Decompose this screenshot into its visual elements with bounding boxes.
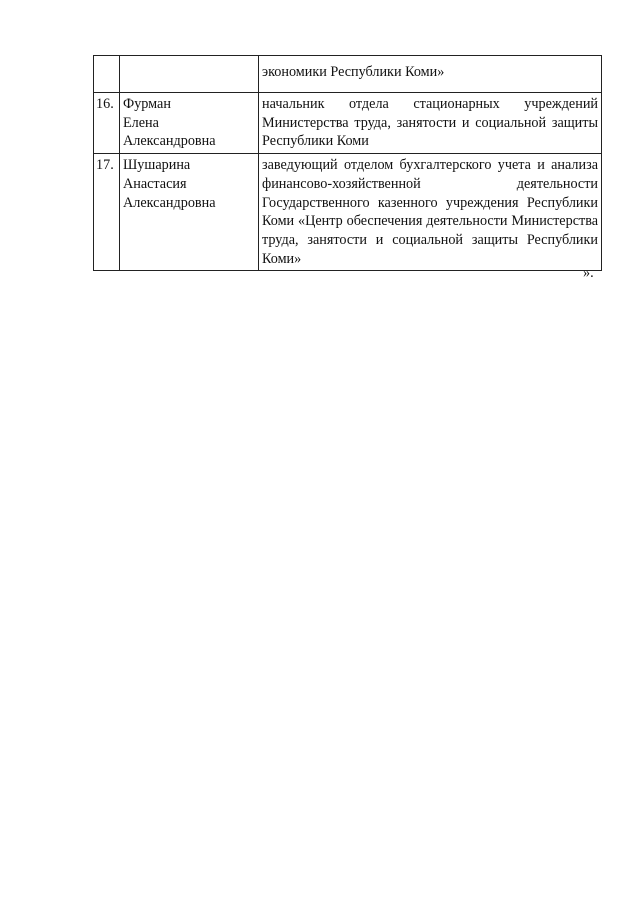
first-name: Анастасия (123, 175, 187, 192)
table-row (94, 93, 602, 154)
person-position (259, 56, 602, 93)
surname: Фурман (123, 96, 171, 112)
table-row (94, 56, 602, 93)
patronymic: Александровна (123, 133, 216, 150)
row-number: 16. (94, 93, 120, 154)
table-row (94, 154, 602, 271)
person-name (120, 56, 259, 93)
person-name (120, 154, 259, 271)
position-text: экономики Республики Коми» (262, 64, 445, 80)
person-name (120, 93, 259, 154)
surname: Шушарина (123, 157, 191, 174)
person-position (259, 154, 602, 271)
position-text: заведующий отделом бухгалтерского учета и анализа финансово-хозяйственной деятельности Государственного казенного учреждения Республики Коми «Центр обеспечения деятельности Министерства труда, занятости и социальной защиты Республики Коми» (262, 157, 598, 267)
row-number: 17. (94, 154, 120, 271)
members-table (93, 55, 602, 271)
closing-quote-mark: ». (583, 265, 594, 281)
person-position (259, 93, 602, 154)
patronymic: Александровна (123, 194, 216, 211)
first-name: Елена (123, 114, 159, 131)
position-text: начальник отдела стационарных учреждений Министерства труда, занятости и социальной защиты Республики Коми (262, 96, 598, 150)
row-number (94, 56, 120, 93)
